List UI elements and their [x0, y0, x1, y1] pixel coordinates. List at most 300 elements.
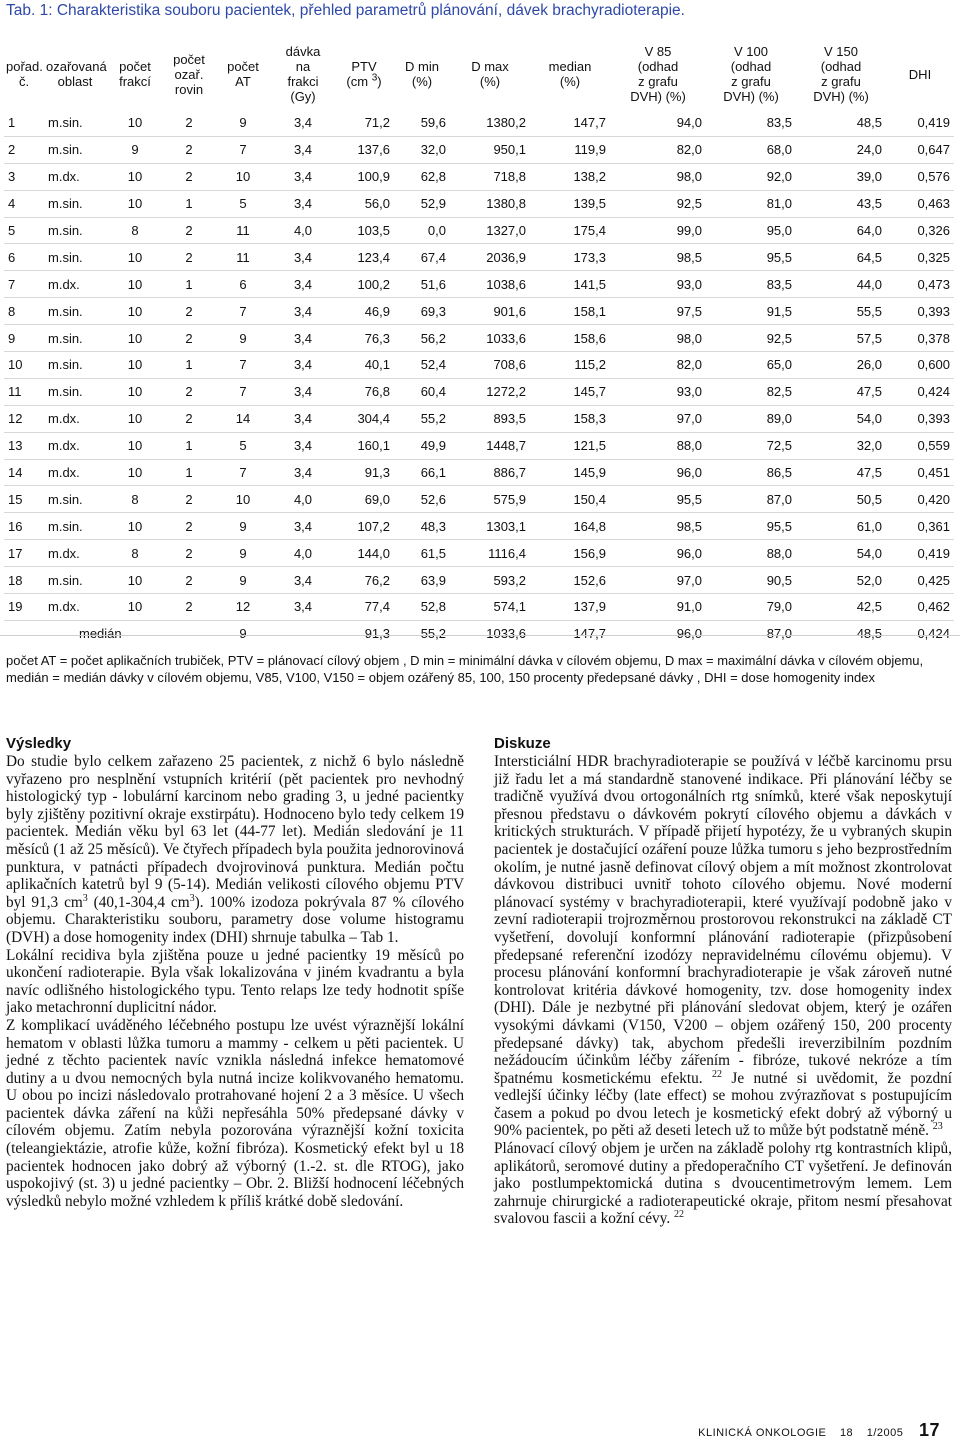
table-cell: 11 [4, 378, 44, 405]
table-cell: 158,6 [530, 325, 610, 352]
table-row [4, 567, 954, 594]
table-cell: 950,1 [450, 136, 530, 163]
table-cell: 97,5 [610, 298, 706, 325]
table-cell: 19 [4, 594, 44, 621]
journal-name: KLINICKÁ ONKOLOGIE [698, 1427, 827, 1439]
table-cell: 0,325 [886, 244, 954, 271]
table-cell: 10 [106, 110, 164, 136]
table-cell: 574,1 [450, 594, 530, 621]
table-cell: 14 [214, 405, 272, 432]
table-cell: 99,0 [610, 217, 706, 244]
table-cell: 62,8 [394, 163, 450, 190]
table-cell: 304,4 [334, 405, 394, 432]
table-cell: 2 [164, 298, 214, 325]
table-cell: 8 [106, 217, 164, 244]
discussion-heading: Diskuze [494, 735, 551, 752]
table-cell: 67,4 [394, 244, 450, 271]
table-cell: 16 [4, 513, 44, 540]
results-paragraph-2: Lokální recidiva byla zjištěna pouze u jedné pacientky 19 měsíců po ukončení radioterapie. Byla však lokalizována v jiném kvadrantu a byla navíc odlišného histologického typu. Tento relaps lze tedy hodnotit spíše jako metachronní duplicitní nádor. [6, 946, 464, 1017]
table-cell: 9 [214, 110, 272, 136]
table-cell: 7 [4, 271, 44, 298]
table-cell: 593,2 [450, 567, 530, 594]
column-header: počet AT [227, 59, 259, 89]
table-cell: 156,9 [530, 540, 610, 567]
table-cell: 147,7 [530, 110, 610, 136]
table-cell: 100,2 [334, 271, 394, 298]
table-cell: 83,5 [706, 110, 796, 136]
table-cell: 1 [164, 352, 214, 379]
table-cell: 9 [214, 567, 272, 594]
table-cell: 3,4 [272, 244, 334, 271]
table-cell: 0,424 [886, 378, 954, 405]
table-cell: 5 [214, 432, 272, 459]
table-cell: 95,5 [706, 513, 796, 540]
table-cell: 0,647 [886, 136, 954, 163]
table-cell: 1380,8 [450, 190, 530, 217]
column-header: počet frakcí [119, 59, 151, 89]
table-cell: 138,2 [530, 163, 610, 190]
table-cell: 1 [164, 459, 214, 486]
table-cell: 76,3 [334, 325, 394, 352]
table-cell: 9 [214, 325, 272, 352]
table-cell: 2 [164, 244, 214, 271]
table-cell: 43,5 [796, 190, 886, 217]
table-cell: 18 [4, 567, 44, 594]
page-number: 17 [918, 1420, 940, 1440]
table-cell: 71,2 [334, 110, 394, 136]
table-cell: 0,0 [394, 217, 450, 244]
table-cell: 10 [106, 432, 164, 459]
table-cell: 77,4 [334, 594, 394, 621]
table-cell: 141,5 [530, 271, 610, 298]
table-cell: 11 [214, 217, 272, 244]
table-cell: 92,5 [610, 190, 706, 217]
table-cell: 64,0 [796, 217, 886, 244]
table-cell: 54,0 [796, 405, 886, 432]
median-label: medián [79, 626, 122, 642]
table-cell: 64,5 [796, 244, 886, 271]
table-cell: 2 [164, 325, 214, 352]
results-heading: Výsledky [6, 735, 72, 752]
results-paragraph-1: Do studie bylo celkem zařazeno 25 pacientek, z nichž 6 bylo následně vyřazeno pro nesplnění vstupních kritérií (pět pacientek pro nevhodný histologický typ - lobulární karcinom nebo grading 3, u jedné pacientky byly zjištěny pozitivní okraje exstirpátu). Hodnoceno bylo tedy celkem 19 pacientek. Medián věku byl 63 let (44-77 let). Medián sledování je 11 měsíců (1 až 25 měsíců). Ve čtyřech případech byla použita jednorovinová punktura, v patnácti případech dvojrovinová punktura. Medián počtu aplikačních katetrů byl 9 (5-14). Medián velikosti cílového objemu PTV byl 91,3 $cm^3$ (40,1-304,4 $cm^3$). 100% izodoza pokrývala 87 % cílového objemu. Charakteristiku souboru, parametry dose volume histogramu (DVH) a dose homogenity index (DHI) shrnuje tabulka – Tab 1. [6, 753, 464, 946]
table-cell: 100,9 [334, 163, 394, 190]
table-cell: 4 [4, 190, 44, 217]
table-cell: 42,5 [796, 594, 886, 621]
table-cell: 10 [106, 594, 164, 621]
table-cell: 3,4 [272, 567, 334, 594]
table-cell: 68,0 [706, 136, 796, 163]
table-cell: 1380,2 [450, 110, 530, 136]
table-cell: m.sin. [44, 136, 106, 163]
table-cell: 3,4 [272, 136, 334, 163]
table-body [4, 110, 954, 647]
median-row [4, 620, 954, 646]
table-cell: 39,0 [796, 163, 886, 190]
table-cell: 2 [164, 567, 214, 594]
table-cell: 8 [106, 486, 164, 513]
table-cell: 24,0 [796, 136, 886, 163]
table-cell: 6 [214, 271, 272, 298]
table-cell: 59,6 [394, 110, 450, 136]
table-cell: 147,7 [573, 626, 606, 642]
table-cell: 93,0 [610, 271, 706, 298]
table-cell: 51,6 [394, 271, 450, 298]
table-row [4, 513, 954, 540]
table-cell: 137,9 [530, 594, 610, 621]
table-cell: m.sin. [44, 486, 106, 513]
table-cell: 52,8 [394, 594, 450, 621]
table-cell: 55,5 [796, 298, 886, 325]
table-cell: 2 [164, 163, 214, 190]
column-header: median (%) [548, 59, 592, 89]
table-cell: 97,0 [610, 567, 706, 594]
table-cell: 5 [4, 217, 44, 244]
table-caption: Tab. 1: Charakteristika souboru pacientek, přehled parametrů plánování, dávek brachyradioterapie. [6, 2, 685, 19]
table-cell: 1 [164, 432, 214, 459]
table-cell: m.sin. [44, 378, 106, 405]
column-header: DHI [908, 66, 932, 82]
table-cell: 86,5 [706, 459, 796, 486]
table-cell: 10 [214, 163, 272, 190]
table-cell: 150,4 [530, 486, 610, 513]
table-cell: 48,5 [796, 110, 886, 136]
table-row [4, 594, 954, 621]
table-cell: 2 [164, 217, 214, 244]
table-cell: 96,0 [676, 626, 702, 642]
table-cell: 718,8 [450, 163, 530, 190]
table-cell: 87,0 [706, 486, 796, 513]
table-cell: 145,9 [530, 459, 610, 486]
table-cell: m.sin. [44, 190, 106, 217]
table-row [4, 271, 954, 298]
table-cell: 96,0 [610, 459, 706, 486]
table-cell: 1033,6 [450, 325, 530, 352]
table-cell: 9 [239, 626, 247, 642]
table-cell: 137,6 [334, 136, 394, 163]
table-cell: 82,5 [706, 378, 796, 405]
table-cell: 11 [214, 244, 272, 271]
table-cell: 63,9 [394, 567, 450, 594]
table-cell: 7 [214, 352, 272, 379]
table-cell: m.dx. [44, 459, 106, 486]
table-cell: 5 [214, 190, 272, 217]
table-cell: 901,6 [450, 298, 530, 325]
table-row [4, 217, 954, 244]
table-cell: 56,2 [394, 325, 450, 352]
table-cell: 13 [4, 432, 44, 459]
table-cell: 119,9 [530, 136, 610, 163]
table-cell: 1 [4, 110, 44, 136]
table-cell: 82,0 [610, 136, 706, 163]
table-cell: 55,2 [420, 626, 446, 642]
table-cell: 2 [4, 136, 44, 163]
table-cell: 49,9 [394, 432, 450, 459]
table-cell: 0,378 [886, 325, 954, 352]
table-cell: 61,5 [394, 540, 450, 567]
table-row [4, 190, 954, 217]
table-cell: 10 [106, 190, 164, 217]
table-cell: 3,4 [272, 190, 334, 217]
table-cell: 72,5 [706, 432, 796, 459]
table-cell: 69,3 [394, 298, 450, 325]
table-cell: m.dx. [44, 271, 106, 298]
table-cell: 1448,7 [450, 432, 530, 459]
table-cell: 10 [106, 513, 164, 540]
table-cell: 52,9 [394, 190, 450, 217]
table-cell: 66,1 [394, 459, 450, 486]
column-header: ozařovaná oblast [46, 59, 107, 89]
column-header: V 150 (odhad z grafu DVH) (%) [813, 44, 869, 104]
table-cell: 3,4 [272, 432, 334, 459]
table-cell: 107,2 [334, 513, 394, 540]
table-row [4, 432, 954, 459]
table-cell: 10 [106, 271, 164, 298]
table-cell: 575,9 [450, 486, 530, 513]
table-cell: 3,4 [272, 459, 334, 486]
table-cell: 10 [106, 298, 164, 325]
table-cell: 152,6 [530, 567, 610, 594]
table-cell: 52,0 [796, 567, 886, 594]
table-cell: 2 [164, 110, 214, 136]
table-cell: 0,424 [917, 626, 950, 642]
table-cell: 2 [164, 378, 214, 405]
table-cell [272, 620, 334, 646]
table-cell: 160,1 [334, 432, 394, 459]
column-header: V 85 (odhad z grafu DVH) (%) [630, 44, 686, 104]
table-cell: 145,7 [530, 378, 610, 405]
table-cell: m.sin. [44, 325, 106, 352]
table-cell: m.sin. [44, 567, 106, 594]
table-row [4, 244, 954, 271]
table-cell: 95,5 [610, 486, 706, 513]
table-cell: 1272,2 [450, 378, 530, 405]
table-cell: 3 [4, 163, 44, 190]
table-cell: 708,6 [450, 352, 530, 379]
column-header: D max (%) [471, 59, 509, 89]
table-cell: 3,4 [272, 325, 334, 352]
table-cell: 2 [164, 136, 214, 163]
table-cell: 10 [106, 567, 164, 594]
table-cell: 10 [106, 459, 164, 486]
table-cell: 93,0 [610, 378, 706, 405]
table-row [4, 540, 954, 567]
table-row [4, 325, 954, 352]
data-table [4, 38, 954, 647]
table-cell: m.dx. [44, 540, 106, 567]
table-cell: 158,3 [530, 405, 610, 432]
table-cell: 3,4 [272, 271, 334, 298]
table-cell: m.dx. [44, 432, 106, 459]
table-cell: 1303,1 [450, 513, 530, 540]
table-cell: 3,4 [272, 405, 334, 432]
table-cell: 164,8 [530, 513, 610, 540]
table-cell: 0,576 [886, 163, 954, 190]
table-cell: 3,4 [272, 378, 334, 405]
table-cell: 10 [106, 325, 164, 352]
table-cell: 10 [106, 244, 164, 271]
table-cell: 10 [106, 352, 164, 379]
table-cell: 76,2 [334, 567, 394, 594]
table-cell: 886,7 [450, 459, 530, 486]
table-cell: 88,0 [610, 432, 706, 459]
table-cell: 4,0 [272, 540, 334, 567]
table-cell: 56,0 [334, 190, 394, 217]
table-row [4, 405, 954, 432]
table-cell: m.sin. [44, 244, 106, 271]
table-cell: 158,1 [530, 298, 610, 325]
table-cell: 1116,4 [450, 540, 530, 567]
table-cell: 3,4 [272, 352, 334, 379]
table-cell: 121,5 [530, 432, 610, 459]
table-cell: 89,0 [706, 405, 796, 432]
table-cell: 115,2 [530, 352, 610, 379]
journal-volume: 18 [839, 1427, 854, 1439]
table-cell: 8 [106, 540, 164, 567]
table-cell: 98,0 [610, 325, 706, 352]
table-row [4, 459, 954, 486]
table-cell: 1033,6 [486, 626, 526, 642]
table-cell: 893,5 [450, 405, 530, 432]
table-cell: 83,5 [706, 271, 796, 298]
table-cell: 3,4 [272, 594, 334, 621]
table-cell: 10 [106, 163, 164, 190]
table-cell: 7 [214, 378, 272, 405]
table-cell: 47,5 [796, 459, 886, 486]
table-cell: 81,0 [706, 190, 796, 217]
table-cell: 50,5 [796, 486, 886, 513]
table-cell: 144,0 [334, 540, 394, 567]
table-cell: 7 [214, 459, 272, 486]
table-cell: 2 [164, 405, 214, 432]
table-cell: 9 [106, 136, 164, 163]
table-cell: 32,0 [394, 136, 450, 163]
table-cell: m.sin. [44, 352, 106, 379]
table-cell: 3,4 [272, 163, 334, 190]
table-cell: 17 [4, 540, 44, 567]
table-cell: 0,463 [886, 190, 954, 217]
table-cell: 175,4 [530, 217, 610, 244]
table-cell: 10 [106, 378, 164, 405]
table-cell: 82,0 [610, 352, 706, 379]
table-cell: 0,420 [886, 486, 954, 513]
table-cell: 48,3 [394, 513, 450, 540]
table-cell: 48,5 [856, 626, 882, 642]
table-cell: 95,5 [706, 244, 796, 271]
table-cell: 9 [214, 540, 272, 567]
table-cell: m.sin. [44, 513, 106, 540]
table-cell: m.dx. [44, 163, 106, 190]
table-cell: 7 [214, 136, 272, 163]
table-cell: m.sin. [44, 110, 106, 136]
table-cell: 10 [4, 352, 44, 379]
table-cell: 91,3 [364, 626, 390, 642]
table-cell: 10 [106, 405, 164, 432]
table-cell: 46,9 [334, 298, 394, 325]
table-cell: 91,5 [706, 298, 796, 325]
table-cell: 69,0 [334, 486, 394, 513]
table-cell: 6 [4, 244, 44, 271]
table-cell: 4,0 [272, 217, 334, 244]
discussion-paragraph-1: Intersticiální HDR brachyradioterapie se používá v léčbě karcinomu prsu již řadu let a má standardně stanovené indikace. Při plánování léčby se tradičně využívá dvou ortogonálních rtg snímků, které však neposkytují přesnou představu o dávkovém pokrytí cílového objemu a dávkách v kritických strukturách. V případě přijetí hypotézy, že u vybraných skupin pacientek je dostačující ozáření pouze lůžka tumoru s jeho bezprostředním okolím, je nutné jasně definovat cílový objem a mít možnost zkontrolovat dávkovou distribuci uvnitř tohoto cílového objemu. Nové moderní plánovací systémy v brachyradioterapii, které využívají podobně jako v zevní radioterapii trojrozměrnou prostorovou rekonstrukci na základě CT vyšetření, dovolují konformní plánování radioterapie (přizpůsobení předepsané referenční izodózy nepravidelnému cílovému objemu). V procesu plánování konformní brachyradioterapie je však zároveň nutné kontrolovat kritéria dávkové homogenity, tzv. dose homogenity index (DHI). Dále je nezbytné při plánování sledovat objem, který je ozářen vysokými dávkami (V150, V200 – objem ozářený 150, 200 procenty předepsané dávky) tak, abychom předešli ireverzibilním pozdním nežádoucím účinkům léčby zářením - fibróze, tukové nekróze a tím špatnému kosmetickému efektu. $^{22}$ Je nutné si uvědomit, že pozdní vedlejší účinky léčby (late effect) se mohou zvýrazňovat s postupujícím časem a pokud po dvou letech je kosmetický efekt dobrý až výborný u 90% pacientek, po pěti až deseti letech už to může být podstatně méně. $^{23}$ [494, 753, 953, 1140]
table-cell: 1 [164, 271, 214, 298]
table-row [4, 352, 954, 379]
table-cell: 98,5 [610, 244, 706, 271]
table-cell: 52,4 [394, 352, 450, 379]
table-cell: 65,0 [706, 352, 796, 379]
table-cell: 0,462 [886, 594, 954, 621]
discussion-column [494, 735, 952, 1228]
table-cell: 3,4 [272, 513, 334, 540]
table-cell: 52,6 [394, 486, 450, 513]
table-cell: 79,0 [706, 594, 796, 621]
table-cell: 88,0 [706, 540, 796, 567]
table-cell: 9 [4, 325, 44, 352]
table-cell: 91,3 [334, 459, 394, 486]
table-cell: 90,5 [706, 567, 796, 594]
table-cell: 2 [164, 540, 214, 567]
table-cell: 15 [4, 486, 44, 513]
table-row [4, 486, 954, 513]
table-cell: 54,0 [796, 540, 886, 567]
table-row [4, 163, 954, 190]
table-row [4, 378, 954, 405]
column-header: V 100 (odhad z grafu DVH) (%) [723, 44, 779, 104]
column-header: počet ozař. rovin [173, 51, 205, 97]
table-cell: 12 [4, 405, 44, 432]
table-cell: 12 [214, 594, 272, 621]
table-cell: m.sin. [44, 298, 106, 325]
table-cell: 0,393 [886, 298, 954, 325]
table-cell: 1327,0 [450, 217, 530, 244]
table-cell: 103,5 [334, 217, 394, 244]
table-cell: 1 [164, 190, 214, 217]
table-cell: 32,0 [796, 432, 886, 459]
table-cell: 1038,6 [450, 271, 530, 298]
table-cell: 96,0 [610, 540, 706, 567]
table-cell: 2 [164, 513, 214, 540]
table-cell: 0,419 [886, 110, 954, 136]
table-header-row [4, 38, 954, 110]
table-cell: 94,0 [610, 110, 706, 136]
table-cell: 91,0 [610, 594, 706, 621]
table-cell: 97,0 [610, 405, 706, 432]
column-header: PTV (cm $^3$) [346, 59, 382, 89]
table-cell: 0,425 [886, 567, 954, 594]
table-cell: 60,4 [394, 378, 450, 405]
column-header: dávka na frakci (Gy) [285, 44, 321, 104]
column-header: D min (%) [405, 59, 439, 89]
table-cell: 9 [214, 513, 272, 540]
table-cell: 0,326 [886, 217, 954, 244]
table-row [4, 136, 954, 163]
table-cell: 92,5 [706, 325, 796, 352]
table-cell: 0,559 [886, 432, 954, 459]
page-footer [688, 1420, 940, 1441]
table-cell: 0,600 [886, 352, 954, 379]
journal-issue: 1/2005 [866, 1427, 904, 1439]
table-cell: 0,473 [886, 271, 954, 298]
table-cell: m.dx. [44, 405, 106, 432]
results-paragraph-3: Z komplikací uváděného léčebného postupu lze uvést výraznější lokální hematom v oblasti lůžka tumoru a mammy - celkem u pěti pacientek. U jedné z těchto pacientek navíc vznikla následná infekce hematomové dutiny a u dvou nemocných byla nutná incize kolikvovaného hematomu. U obou po incizi následovalo protrahované hojení 2 a 3 měsíce. U všech pacientek dávka záření na kůži nepřesáhla 50% předepsané dávky v cílovém objemu. Zatím nebyla pozorována výraznější kožní toxicita (teleangiektázie, atrofie kůže, kožní fibróza). Kosmetický efekt byl u 18 pacientek hodnocen jako dobrý až výborný (1.-2. st. dle RTOG), jako uspokojivý (st. 3) u jedné pacientky – Obr. 2. Bližší hodnocení léčebných výsledků nebylo možné vzhledem k příliš krátké době sledování. [6, 1016, 464, 1210]
table-cell: 139,5 [530, 190, 610, 217]
table-cell: 0,393 [886, 405, 954, 432]
table-cell: 8 [4, 298, 44, 325]
table-cell: 7 [214, 298, 272, 325]
table-cell: 10 [214, 486, 272, 513]
column-header: pořad. č. [6, 59, 43, 89]
table-cell: 0,451 [886, 459, 954, 486]
table-cell: 40,1 [334, 352, 394, 379]
